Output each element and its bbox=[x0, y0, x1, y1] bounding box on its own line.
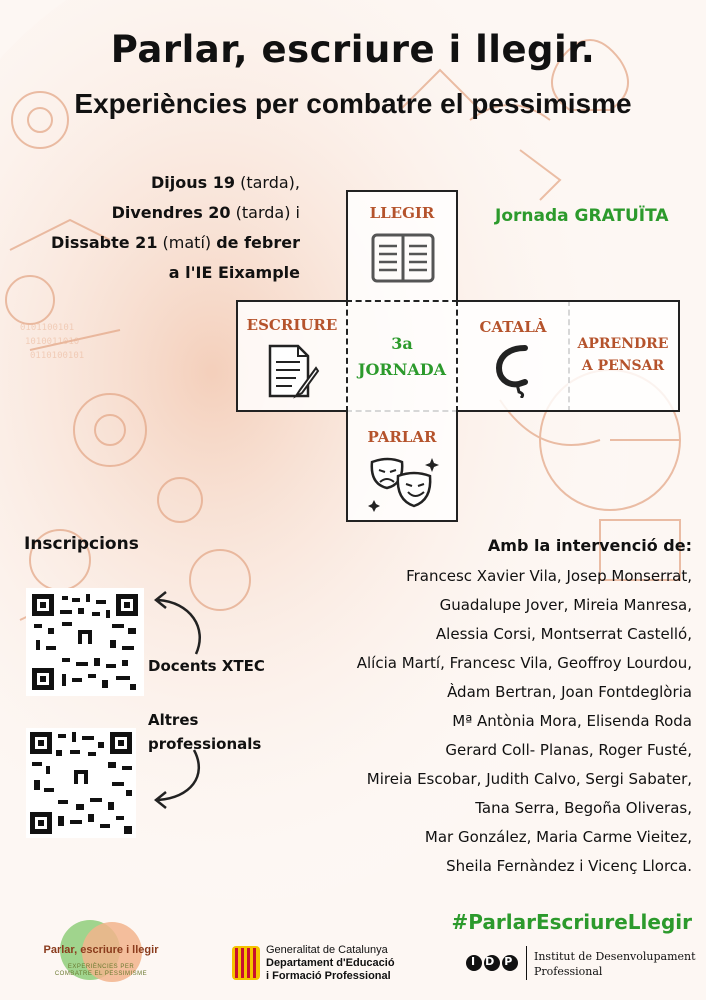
label-jornada: JORNADA bbox=[357, 360, 447, 379]
qr-code-xtec[interactable] bbox=[26, 588, 144, 696]
c-cedilla-icon bbox=[495, 342, 535, 398]
speakers-line: Mª Antònia Mora, Elisenda Roda bbox=[452, 712, 692, 730]
event-venue: a l'IE Eixample bbox=[168, 263, 300, 282]
speakers-line: Sheila Fernàndez i Vicenç Llorca. bbox=[446, 857, 692, 875]
speakers-line: Alícia Martí, Francesc Vila, Geoffroy Lourdou, bbox=[356, 654, 692, 672]
book-icon bbox=[370, 232, 436, 284]
svg-text:1010011010: 1010011010 bbox=[25, 337, 80, 347]
idp-line-1: Institut de Desenvolupament bbox=[534, 950, 696, 963]
label-llegir: LLEGIR bbox=[369, 204, 435, 222]
cell-escriure bbox=[236, 300, 348, 412]
idp-logo bbox=[466, 944, 696, 984]
writing-document-icon bbox=[266, 342, 322, 400]
free-event-label: Jornada GRATUÏTA bbox=[495, 206, 669, 226]
date-day-3: Dissabte 21 bbox=[51, 233, 158, 252]
poster-title: Parlar, escriure i llegir. bbox=[110, 28, 596, 71]
qr-label-xtec: Docents XTEC bbox=[148, 657, 265, 675]
logo-sub-2: COMBATRE EL PESSIMISME bbox=[54, 971, 148, 977]
svg-text:0101100101: 0101100101 bbox=[20, 323, 75, 333]
cell-parlar bbox=[346, 410, 458, 522]
gencat-line-1: Generalitat de Catalunya bbox=[266, 944, 388, 956]
logo-sub-1: EXPERIÈNCIES PER bbox=[67, 964, 135, 970]
cell-aprendre bbox=[568, 300, 680, 412]
date-day-2: Divendres 20 bbox=[111, 203, 231, 222]
label-catala: CATALÀ bbox=[479, 318, 547, 336]
label-a-pensar: A PENSAR bbox=[581, 358, 665, 374]
theater-masks-icon bbox=[366, 454, 442, 516]
qr-code-other[interactable] bbox=[26, 728, 136, 838]
speakers-line: Guadalupe Jover, Mireia Manresa, bbox=[439, 596, 692, 614]
label-edition: 3a bbox=[391, 334, 413, 353]
curved-arrow-icon bbox=[150, 588, 210, 658]
event-logo bbox=[26, 918, 176, 990]
speakers-list bbox=[272, 562, 692, 881]
cell-catala bbox=[456, 300, 570, 412]
speakers-line: Gerard Coll- Planas, Roger Fusté, bbox=[445, 741, 692, 759]
idp-letters: IDP bbox=[471, 955, 523, 968]
cell-center bbox=[346, 300, 458, 412]
logo-title: Parlar, escriure i llegir bbox=[43, 944, 159, 956]
speakers-line: Tana Serra, Begoña Oliveras, bbox=[475, 799, 692, 817]
cell-llegir bbox=[346, 190, 458, 302]
date-day-1: Dijous 19 bbox=[151, 173, 235, 192]
speakers-heading: Amb la intervenció de: bbox=[487, 536, 692, 555]
speakers-line: Alessia Corsi, Montserrat Castelló, bbox=[435, 625, 692, 643]
event-hashtag: #ParlarEscriureLlegir bbox=[451, 910, 692, 934]
svg-text:0110100101: 0110100101 bbox=[30, 351, 85, 361]
poster-subtitle: Experiències per combatre el pessimisme bbox=[74, 88, 632, 119]
label-escriure: ESCRIURE bbox=[246, 316, 338, 334]
senyera-icon bbox=[232, 946, 260, 980]
gencat-line-3: i Formació Professional bbox=[266, 970, 391, 982]
label-parlar: PARLAR bbox=[367, 428, 437, 446]
idp-divider bbox=[526, 946, 527, 980]
speakers-line: Francesc Xavier Vila, Josep Monserrat, bbox=[406, 567, 692, 585]
label-aprendre: APRENDRE bbox=[577, 336, 669, 352]
gencat-line-2: Departament d'Educació bbox=[266, 957, 395, 969]
speakers-line: Mireia Escobar, Judith Calvo, Sergi Sabater, bbox=[366, 770, 692, 788]
speakers-line: Mar González, Maria Carme Vieitez, bbox=[424, 828, 692, 846]
qr-label-other: Altres professionals bbox=[148, 711, 262, 753]
curved-arrow-icon bbox=[150, 746, 206, 810]
event-dates: Dijous 19 (tarda), Divendres 20 (tarda) i Dissabte 21 (matí) de febrer a l'IE Eixample bbox=[51, 173, 300, 282]
gencat-logo bbox=[232, 944, 412, 984]
registration-heading: Inscripcions bbox=[24, 534, 139, 554]
idp-line-2: Professional bbox=[534, 965, 603, 978]
speakers-line: Àdam Bertran, Joan Fontdeglòria bbox=[447, 683, 692, 701]
